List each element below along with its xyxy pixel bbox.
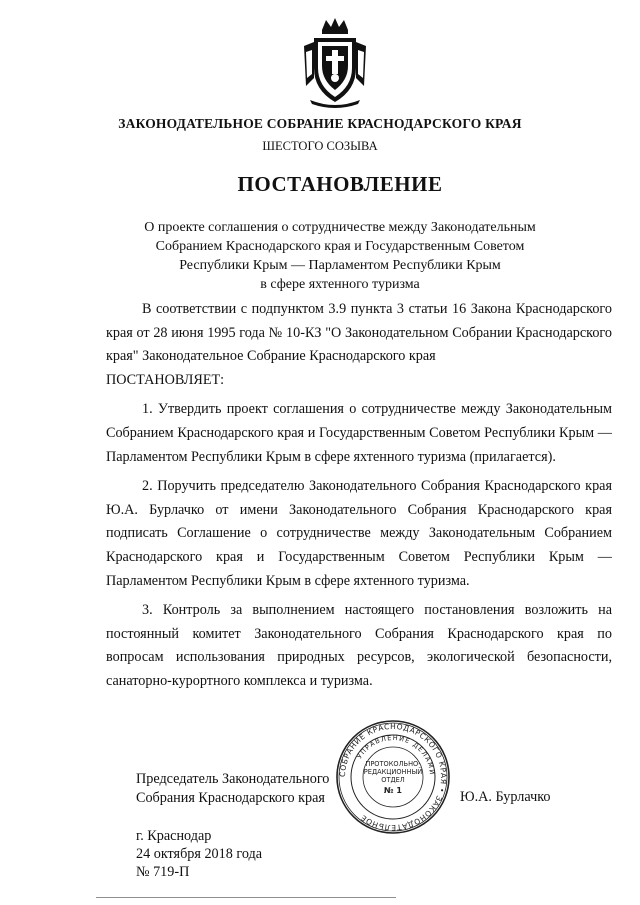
svg-text:СОБРАНИЕ КРАСНОДАРСКОГО КРАЯ •: СОБРАНИЕ КРАСНОДАРСКОГО КРАЯ • ЗАКОНОДАТЕЛЬНОЕ [337, 721, 449, 833]
footer-number: № 719-П [136, 864, 190, 880]
seal-number: № 1 [384, 786, 402, 795]
signatory-title-line: Собрания Краснодарского края [136, 790, 325, 806]
seal-center-line: ПРОТОКОЛЬНО- [365, 760, 421, 768]
resolution-item-1: 1. Утвердить проект соглашения о сотрудничестве между Законодательным Собранием Краснодарского края и Государственным Советом Республики Крым — Парламентом Республики Крым в сфере яхтенного туризма (прилагается). [106, 401, 612, 465]
scan-edge-line [96, 897, 396, 898]
seal-center-line: РЕДАКЦИОННЫЙ [363, 768, 423, 776]
svg-text:УПРАВЛЕНИЕ ДЕЛАМИ: УПРАВЛЕНИЕ ДЕЛАМИ [355, 733, 437, 776]
official-seal-stamp [334, 718, 452, 836]
seal-center-line: ОТДЕЛ [381, 776, 405, 784]
subject-line: Республики Крым — Парламентом Республики Крым [179, 258, 501, 273]
preamble-paragraph: В соответствии с подпунктом 3.9 пункта 3 статьи 16 Закона Краснодарского края от 28 июня 1995 года № 10-КЗ "О Законодательном Собрании Краснодарского края" Законодательное Собрание Краснодарского края [106, 301, 612, 365]
signatory-name: Ю.А. Бурлачко [460, 789, 551, 805]
resolution-item-2: 2. Поручить председателю Законодательного Собрания Краснодарского края Ю.А. Бурлачко от имени Законодательного Собрания Краснодарского края подписать Соглашение о сотрудничестве между Законодательным Собранием Краснодарского края и Государственным Советом Республики Крым — Парламентом Республики Крым в сфере яхтенного туризма. [106, 478, 612, 589]
subject-line: О проекте соглашения о сотрудничестве между Законодательным [144, 220, 536, 235]
convocation-label: ШЕСТОГО СОЗЫВА [262, 139, 378, 153]
coat-of-arms-emblem [300, 16, 370, 108]
signatory-title [136, 770, 329, 808]
signatory-title-line: Председатель Законодательного [136, 771, 330, 787]
document-type-title: ПОСТАНОВЛЕНИЕ [237, 172, 443, 196]
footer-date: 24 октября 2018 года [136, 846, 263, 862]
document-footer [136, 827, 262, 881]
footer-city: г. Краснодар [136, 828, 212, 844]
subject-line: в сфере яхтенного туризма [260, 277, 420, 292]
resolution-item-3: 3. Контроль за выполнением настоящего постановления возложить на постоянный комитет Законодательного Собрания Краснодарского края по вопросам использования природных ресурсов, экологической безопасности, санаторно-курортного комплекса и туризма. [106, 602, 612, 689]
subject-line: Собранием Краснодарского края и Государственным Советом [155, 239, 525, 254]
resolves-keyword: ПОСТАНОВЛЯЕТ: [106, 371, 225, 388]
document-subject [130, 218, 550, 294]
document-body [106, 298, 612, 694]
organization-name: ЗАКОНОДАТЕЛЬНОЕ СОБРАНИЕ КРАСНОДАРСКОГО КРАЯ [118, 116, 522, 131]
